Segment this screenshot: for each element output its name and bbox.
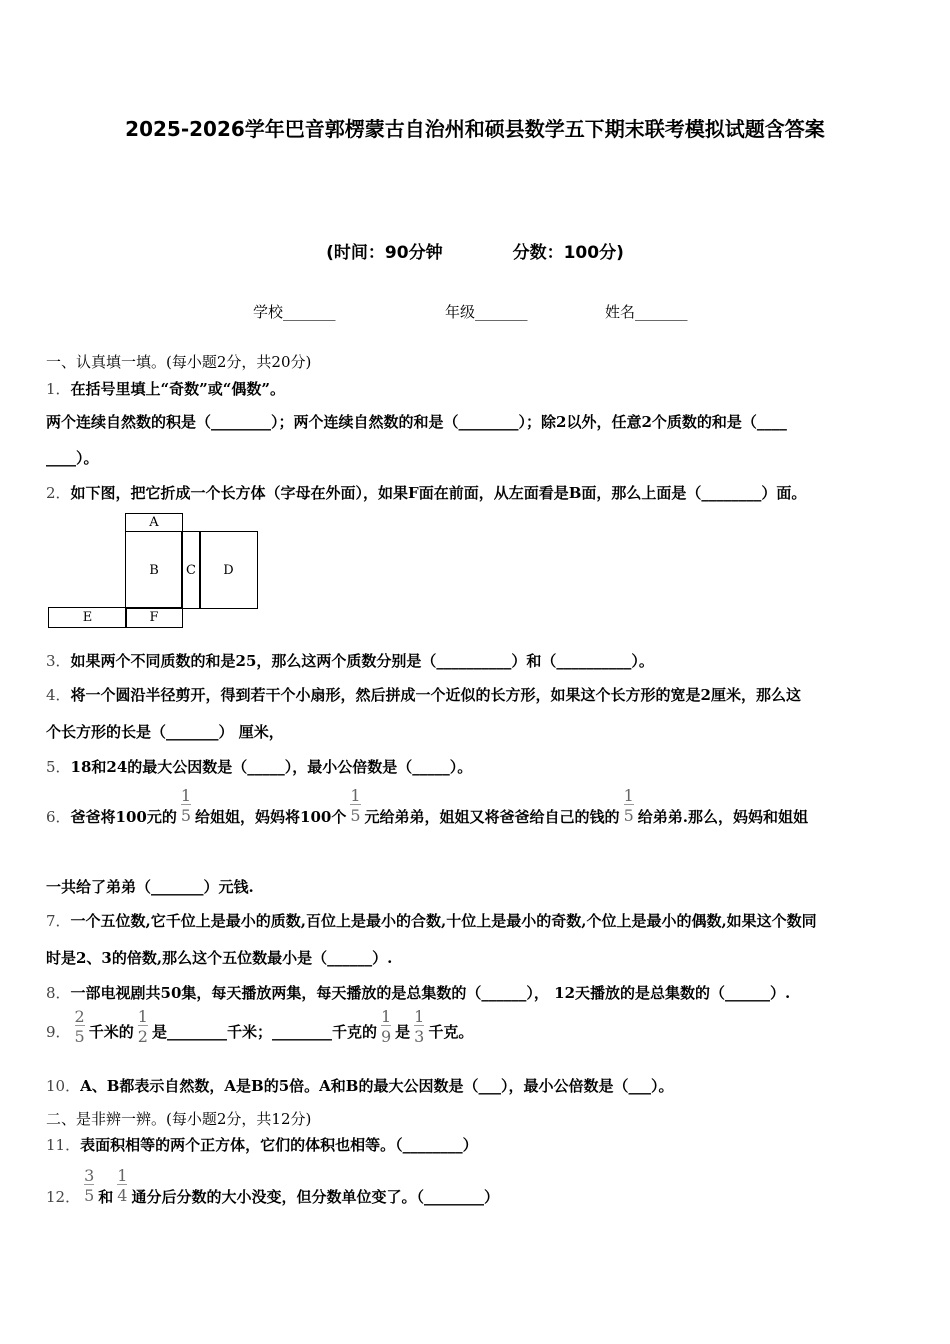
fraction <box>117 1168 127 1204</box>
fraction <box>414 1009 424 1045</box>
question-text: 在括号里填上“奇数”或“偶数”。 <box>70 380 286 398</box>
question-9 <box>46 1007 474 1051</box>
question-number: 7． <box>46 912 71 930</box>
face-b: B <box>125 531 183 609</box>
question-text: 给弟弟.那么，妈妈和姐姐 <box>637 808 808 826</box>
fraction <box>84 1168 94 1204</box>
school-field: 学校_______ <box>253 303 336 321</box>
question-number: 1． <box>46 380 71 398</box>
denominator: 9 <box>380 1027 392 1046</box>
question-number: 5． <box>46 758 71 776</box>
question-text: 将一个圆沿半径剪开，得到若干个小扇形，然后拼成一个近似的长方形，如果这个长方形的宽是2厘米，那么这 <box>70 686 801 704</box>
fraction <box>75 1009 85 1045</box>
question-1 <box>46 378 285 399</box>
numerator: 3 <box>84 1166 95 1185</box>
question-text: A、B都表示自然数，A是B的5倍。A和B的最大公因数是（___），最小公倍数是（___）。 <box>80 1077 674 1095</box>
question-number: 12． <box>46 1188 81 1206</box>
question-number: 4． <box>46 686 71 704</box>
face-f: F <box>125 607 183 628</box>
face-e: E <box>48 607 127 628</box>
question-4 <box>46 684 801 705</box>
denominator: 5 <box>84 1186 95 1205</box>
document-title: 2025-2026学年巴音郭楞蒙古自治州和硕县数学五下期末联考模拟试题含答案 <box>125 117 825 141</box>
question-text: 千克。 <box>428 1023 474 1041</box>
numerator: 1 <box>623 786 634 805</box>
denominator: 4 <box>117 1186 128 1205</box>
section-2-heading: 二、是非辨一辨。(每小题2分，共12分) <box>46 1110 312 1128</box>
question-text: 一部电视剧共50集，每天播放两集，每天播放的是总集数的（______）， 12天播放的是总集数的（______）. <box>70 984 791 1002</box>
numerator: 1 <box>350 786 361 805</box>
question-7-line-2: 时是2、3的倍数,那么这个五位数最小是（______）. <box>46 949 393 967</box>
question-number: 10． <box>46 1077 81 1095</box>
question-text: 千米的 <box>88 1023 134 1041</box>
fraction <box>624 788 634 824</box>
question-11 <box>46 1134 478 1155</box>
section-1-heading: 一、认真填一填。(每小题2分，共20分) <box>46 353 312 371</box>
question-number: 9． <box>46 1023 71 1041</box>
denominator: 5 <box>74 1027 85 1046</box>
question-text: 元给弟弟，姐姐又将爸爸给自己的钱的 <box>364 808 620 826</box>
time-limit: (时间：90分钟 <box>326 243 443 263</box>
denominator: 5 <box>623 806 634 825</box>
question-text: 爸爸将100元的 <box>70 808 177 826</box>
question-text: 和 <box>98 1188 114 1206</box>
question-12 <box>46 1166 499 1216</box>
question-2 <box>46 482 806 503</box>
denominator: 3 <box>414 1027 425 1046</box>
question-number: 6． <box>46 808 71 826</box>
fraction <box>181 788 191 824</box>
question-text: 18和24的最大公因数是（_____），最小公倍数是（_____）。 <box>70 758 473 776</box>
fraction <box>350 788 360 824</box>
question-1-line-2: 两个连续自然数的积是（________）；两个连续自然数的和是（________）；除2以外，任意2个质数的和是（____ <box>46 413 787 431</box>
denominator: 5 <box>180 806 192 825</box>
question-8 <box>46 982 790 1003</box>
question-text: 是________千米；________千克的 <box>151 1023 377 1041</box>
question-3 <box>46 650 654 671</box>
denominator: 5 <box>350 806 361 825</box>
question-text: 一个五位数,它千位上是最小的质数,百位上是最小的合数,十位上是最小的奇数,个位上是最小的偶数,如果这个数同 <box>70 912 817 930</box>
face-a: A <box>125 513 183 532</box>
face-c: C <box>181 531 201 609</box>
question-6-line-2: 一共给了弟弟（_______）元钱. <box>46 878 254 896</box>
question-number: 11． <box>46 1136 81 1154</box>
face-d: D <box>199 531 258 609</box>
question-text: 如果两个不同质数的和是25，那么这两个质数分别是（__________）和（__________）。 <box>70 652 654 670</box>
numerator: 1 <box>180 786 192 805</box>
question-text: 表面积相等的两个正方体，它们的体积也相等。（________） <box>80 1136 478 1154</box>
question-10 <box>46 1075 673 1096</box>
question-text: 通分后分数的大小没变，但分数单位变了。（________） <box>131 1188 499 1206</box>
question-6 <box>46 786 808 836</box>
numerator: 1 <box>117 1166 128 1185</box>
question-text: 是 <box>395 1023 411 1041</box>
question-text: 给姐姐，妈妈将100个 <box>195 808 347 826</box>
denominator: 2 <box>137 1027 148 1046</box>
question-5 <box>46 756 472 777</box>
question-4-line-2: 个长方形的长是（_______） 厘米， <box>46 723 284 741</box>
exam-meta <box>0 238 950 263</box>
numerator: 1 <box>380 1007 392 1026</box>
numerator: 1 <box>137 1007 148 1026</box>
fraction <box>138 1009 148 1045</box>
question-1-line-3: ____）。 <box>46 449 99 467</box>
question-number: 8． <box>46 984 71 1002</box>
name-field: 姓名_______ <box>605 303 688 321</box>
numerator: 1 <box>414 1007 425 1026</box>
grade-field: 年级_______ <box>445 303 528 321</box>
question-number: 2． <box>46 484 71 502</box>
question-7 <box>46 910 817 931</box>
numerator: 2 <box>74 1007 85 1026</box>
fraction <box>381 1009 391 1045</box>
question-text: 如下图，把它折成一个长方体（字母在外面），如果F面在前面，从左面看是B面，那么上面是（________）面。 <box>70 484 807 502</box>
question-number: 3． <box>46 652 71 670</box>
total-score: 分数：100分) <box>512 243 624 263</box>
